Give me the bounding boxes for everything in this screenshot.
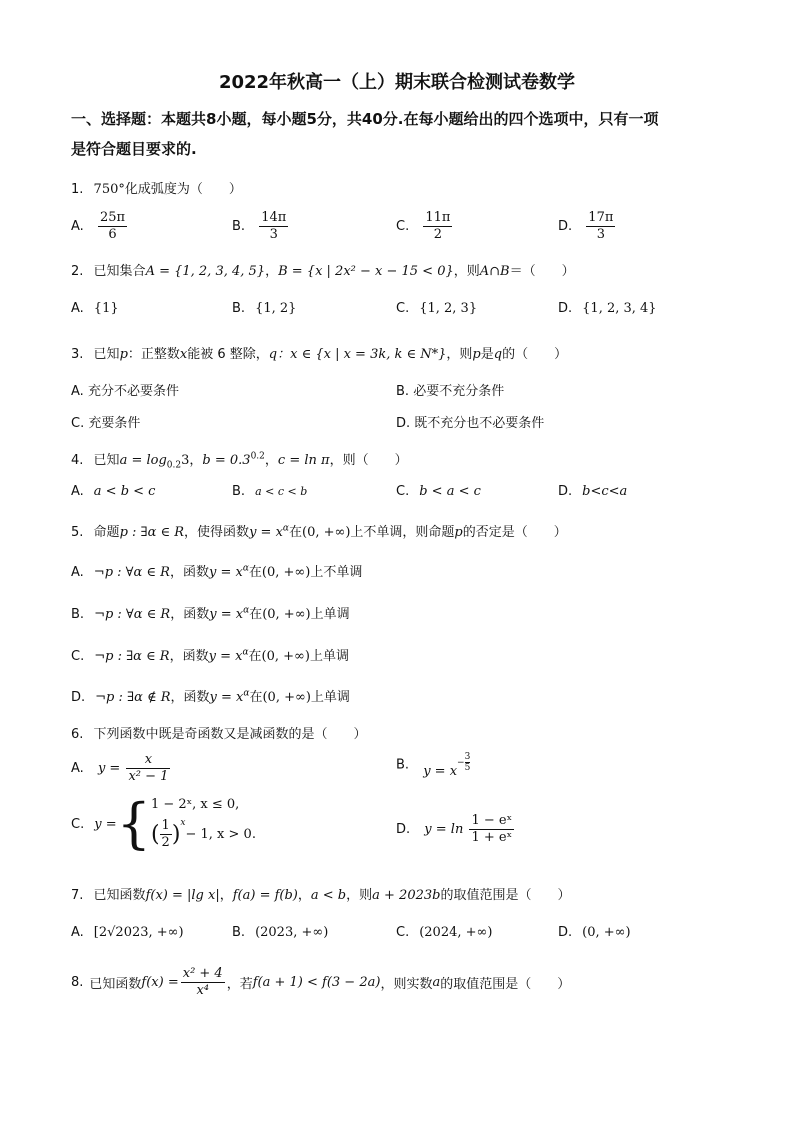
- lhs: y = ln: [424, 822, 464, 837]
- option-d[interactable]: [558, 301, 657, 316]
- condition: a < b: [310, 888, 347, 903]
- option-text: 在: [248, 565, 262, 580]
- exponent: α: [242, 647, 249, 658]
- option-a[interactable]: [71, 484, 155, 499]
- var-b: b = 0.3: [202, 453, 251, 468]
- option-label: B.: [232, 484, 246, 499]
- option-value: a < b < c: [93, 484, 156, 499]
- option-value: (0, +∞): [582, 925, 631, 940]
- exponent: α: [282, 523, 289, 534]
- question-text: ，若: [226, 977, 253, 992]
- question-number: 6.: [71, 727, 84, 742]
- option-text: 上单调: [309, 649, 349, 664]
- section-header-line2: 是符合题目要求的.: [71, 140, 197, 158]
- punct: ，: [265, 264, 279, 279]
- question-3: [71, 343, 567, 362]
- question-number: 4.: [71, 453, 84, 468]
- question-number: 8.: [71, 975, 84, 990]
- lhs: f(x) =: [141, 975, 179, 990]
- numerator: 1 − eˣ: [471, 813, 513, 828]
- question-text: 已知函数: [93, 888, 146, 903]
- option-text: 上单调: [310, 690, 350, 705]
- question-number: 1.: [71, 182, 84, 197]
- question-text: 下列函数中既是奇函数又是减函数的是（ ）: [93, 727, 367, 742]
- question-text: ，则实数: [380, 977, 433, 992]
- exponent: α: [242, 563, 249, 574]
- function: y = x: [249, 525, 283, 540]
- var-a: a: [432, 975, 441, 990]
- question-text: 命题: [93, 525, 120, 540]
- option-label: B.: [396, 757, 410, 773]
- question-7: [71, 884, 570, 903]
- numerator: 1: [161, 818, 170, 833]
- fraction: [126, 752, 170, 785]
- denominator: 3: [269, 227, 278, 242]
- lhs: y =: [97, 761, 121, 776]
- denominator: 5: [464, 763, 471, 773]
- option-label: D.: [71, 690, 86, 705]
- question-text: 已知: [93, 453, 120, 468]
- numerator: x: [126, 752, 170, 769]
- function: y = x: [208, 565, 243, 580]
- option-label: D.: [396, 822, 411, 837]
- option-c[interactable]: [71, 792, 256, 855]
- denominator: 2: [161, 835, 170, 850]
- interval: (0, +∞): [261, 649, 310, 664]
- option-d[interactable]: [558, 210, 617, 243]
- question-text: ：正整数: [127, 347, 180, 362]
- option-label: D.: [558, 925, 573, 940]
- option-label: C.: [396, 484, 410, 499]
- option-text: ，函数: [170, 607, 210, 622]
- option-b[interactable]: [232, 925, 328, 940]
- var-p: p: [472, 347, 481, 362]
- fraction: [423, 210, 452, 243]
- denominator: x² − 1: [128, 769, 169, 784]
- option-b[interactable]: [71, 603, 350, 622]
- punct: ，: [219, 888, 233, 903]
- numerator: 3: [464, 752, 471, 762]
- var-q: q: [268, 347, 278, 362]
- question-4: [71, 449, 408, 471]
- option-label: B.: [396, 384, 410, 399]
- option-b[interactable]: [232, 210, 290, 243]
- fraction: [181, 966, 225, 999]
- question-2: [71, 260, 575, 279]
- interval: (0, +∞): [262, 690, 311, 705]
- option-a[interactable]: [71, 210, 129, 243]
- option-value: (2024, +∞): [419, 925, 493, 940]
- interval: (0, +∞): [262, 607, 311, 622]
- option-b[interactable]: [396, 380, 504, 399]
- question-1: [71, 178, 242, 197]
- option-label: A.: [71, 761, 84, 776]
- question-8: [71, 966, 570, 999]
- option-text: 上不单调: [310, 565, 363, 580]
- option-label: C.: [71, 649, 85, 664]
- function: y = x: [209, 690, 244, 705]
- question-text: 已知函数: [89, 977, 142, 992]
- option-text: 充分不必要条件: [87, 384, 179, 399]
- question-number: 7.: [71, 888, 84, 903]
- var-a: a = log: [119, 453, 167, 468]
- option-value: (2023, +∞): [255, 925, 329, 940]
- piece-tail: − 1, x > 0.: [185, 827, 256, 842]
- question-number: 3.: [71, 347, 84, 362]
- option-d[interactable]: [558, 484, 627, 499]
- fraction: [586, 210, 615, 243]
- option-d[interactable]: [396, 412, 544, 431]
- question-text: 的否定是（ ）: [462, 525, 567, 540]
- option-value: {1, 2, 3}: [419, 301, 478, 316]
- exponent: α: [243, 605, 250, 616]
- question-text: 化成弧度为（ ）: [124, 182, 242, 197]
- option-text: 必要不充分条件: [413, 384, 505, 399]
- expression: a + 2023b: [372, 888, 441, 903]
- question-text: 能被 6 整除，: [187, 347, 269, 362]
- set-expr: A∩B: [479, 264, 510, 279]
- option-label: D.: [396, 416, 411, 431]
- denominator: 1 + eˣ: [471, 830, 513, 845]
- option-text: ，函数: [169, 649, 209, 664]
- option-c[interactable]: [71, 645, 349, 664]
- function: f(x) = |lg x|: [145, 888, 220, 903]
- proposition: ¬p : ∃α ∉ R: [95, 690, 171, 705]
- question-text: 已知集合: [93, 264, 146, 279]
- option-c[interactable]: [71, 412, 140, 431]
- function: y = x: [208, 649, 243, 664]
- option-text: 上单调: [310, 607, 350, 622]
- option-label: A.: [71, 565, 84, 580]
- option-text: ，函数: [169, 565, 209, 580]
- question-number: 5.: [71, 525, 84, 540]
- set-b: B = {x | 2x² − x − 15 < 0}: [278, 264, 454, 279]
- denominator: 6: [108, 227, 117, 242]
- option-label: D.: [558, 301, 573, 316]
- option-b[interactable]: [232, 484, 307, 499]
- option-value: {1, 2, 3, 4}: [582, 301, 657, 316]
- question-text: ，使得函数: [184, 525, 250, 540]
- lhs: y =: [94, 816, 117, 832]
- interval: (0, +∞): [261, 565, 311, 580]
- option-value: b<c<a: [582, 484, 628, 499]
- option-d[interactable]: [71, 686, 350, 705]
- exponent: x: [180, 818, 186, 828]
- option-label: D.: [558, 484, 573, 499]
- question-text: 在: [288, 525, 302, 540]
- question-6: [71, 723, 367, 742]
- option-value: {1}: [93, 301, 119, 316]
- numerator: 11π: [425, 210, 451, 225]
- exponent: α: [243, 688, 250, 699]
- question-text: ＝（ ）: [509, 264, 575, 279]
- proposition: ¬p : ∃α ∈ R: [94, 649, 170, 664]
- option-value: [2√2023, +∞): [93, 925, 184, 940]
- question-text: 已知: [93, 347, 120, 362]
- option-label: B.: [232, 925, 246, 940]
- question-5: [71, 521, 567, 540]
- option-text: 既不充分也不必要条件: [414, 416, 545, 431]
- condition: ：x ∈ {x | x = 3k, k ∈ N*}: [277, 347, 447, 362]
- option-d[interactable]: [396, 813, 516, 846]
- log-base: 0.2: [166, 460, 182, 471]
- option-a[interactable]: [71, 752, 172, 785]
- option-value: b < a < c: [419, 484, 481, 499]
- option-text: 在: [249, 690, 263, 705]
- option-d[interactable]: [558, 925, 631, 940]
- option-label: A.: [71, 219, 84, 234]
- fraction: [160, 818, 172, 851]
- interval: (0, +∞): [302, 525, 351, 540]
- var-q: q: [493, 347, 503, 362]
- option-label: B.: [232, 219, 246, 234]
- inequality: f(a + 1) < f(3 − 2a): [252, 975, 381, 990]
- angle-value: 750°: [93, 182, 125, 197]
- option-label: C.: [71, 416, 85, 431]
- proposition: ¬p : ∀α ∈ R: [94, 607, 171, 622]
- punct: ，: [297, 888, 311, 903]
- brace: {: [116, 792, 151, 855]
- exp-fraction: [465, 752, 471, 773]
- section-header-line1: 一、选择题：本题共8小题，每小题5分，共40分.在每小题给出的四个选项中，只有一项: [71, 110, 659, 128]
- option-text: 在: [249, 607, 263, 622]
- option-label: A.: [71, 301, 84, 316]
- question-text: ，则: [346, 888, 373, 903]
- set-a: A = {1, 2, 3, 4, 5}: [145, 264, 266, 279]
- option-value: a < c < b: [255, 485, 308, 498]
- exp-sign: −: [457, 757, 465, 768]
- lhs: y = x: [423, 763, 458, 779]
- fraction: [469, 813, 514, 846]
- fraction: [259, 210, 288, 243]
- question-text: 的（ ）: [502, 347, 568, 362]
- option-text: 在: [248, 649, 262, 664]
- option-text: 充要条件: [88, 416, 141, 431]
- numerator: 25π: [99, 210, 126, 225]
- piece-line-2: ( $\frac{1}{2}$ ) $^x$ − 1, x > 0.: [150, 818, 256, 850]
- option-value: {1, 2}: [255, 301, 297, 316]
- log-arg: 3: [181, 453, 190, 468]
- option-label: A.: [71, 384, 84, 399]
- option-text: ，函数: [170, 690, 210, 705]
- question-number: 2.: [71, 264, 84, 279]
- exponent: [457, 752, 470, 773]
- exponent: 0.2: [250, 451, 265, 462]
- option-c[interactable]: [396, 484, 481, 499]
- option-label: B.: [232, 301, 246, 316]
- punct: ，: [189, 453, 203, 468]
- question-text: 的取值范围是（ ）: [440, 977, 571, 992]
- option-c[interactable]: [396, 210, 454, 243]
- page-title: 2022年秋高一（上）期末联合检测试卷数学: [218, 72, 576, 93]
- option-label: C.: [396, 301, 410, 316]
- piece-line-1: 1 − 2ˣ, x ≤ 0,: [150, 797, 240, 812]
- option-c[interactable]: [396, 925, 492, 940]
- option-b[interactable]: [232, 301, 296, 316]
- punct: ，: [264, 453, 278, 468]
- question-text: ，则: [453, 264, 480, 279]
- option-label: A.: [71, 484, 84, 499]
- option-label: C.: [71, 816, 85, 832]
- var-p: p: [454, 525, 463, 540]
- numerator: x² + 4: [182, 966, 223, 981]
- function: y = x: [209, 607, 244, 622]
- numerator: 17π: [588, 210, 614, 225]
- option-label: A.: [71, 925, 84, 940]
- var-c: c = ln π: [277, 453, 330, 468]
- option-label: B.: [71, 607, 85, 622]
- question-text: ，则: [446, 347, 473, 362]
- proposition: ¬p : ∀α ∈ R: [93, 565, 170, 580]
- piecewise-lines: [151, 797, 256, 851]
- var-p: p: [119, 347, 128, 362]
- option-a[interactable]: [71, 561, 362, 580]
- denominator: 3: [596, 227, 605, 242]
- option-c[interactable]: [396, 301, 477, 316]
- denominator: 2: [433, 227, 443, 242]
- option-b[interactable]: [396, 752, 471, 779]
- numerator: 14π: [261, 210, 287, 225]
- equation: f(a) = f(b): [232, 888, 298, 903]
- question-text: ，则（ ）: [329, 453, 408, 468]
- option-label: D.: [558, 219, 573, 234]
- denominator: x⁴: [196, 983, 209, 998]
- proposition: p : ∃α ∈ R: [119, 525, 185, 540]
- var-x: x: [179, 347, 188, 362]
- option-label: C.: [396, 925, 410, 940]
- fraction: [98, 210, 127, 243]
- question-text: 是: [480, 347, 494, 362]
- question-text: 上不单调，则命题: [350, 525, 455, 540]
- question-text: 的取值范围是（ ）: [440, 888, 571, 903]
- option-a[interactable]: [71, 925, 184, 940]
- option-a[interactable]: [71, 301, 119, 316]
- option-a[interactable]: [71, 380, 179, 399]
- option-label: C.: [396, 219, 410, 234]
